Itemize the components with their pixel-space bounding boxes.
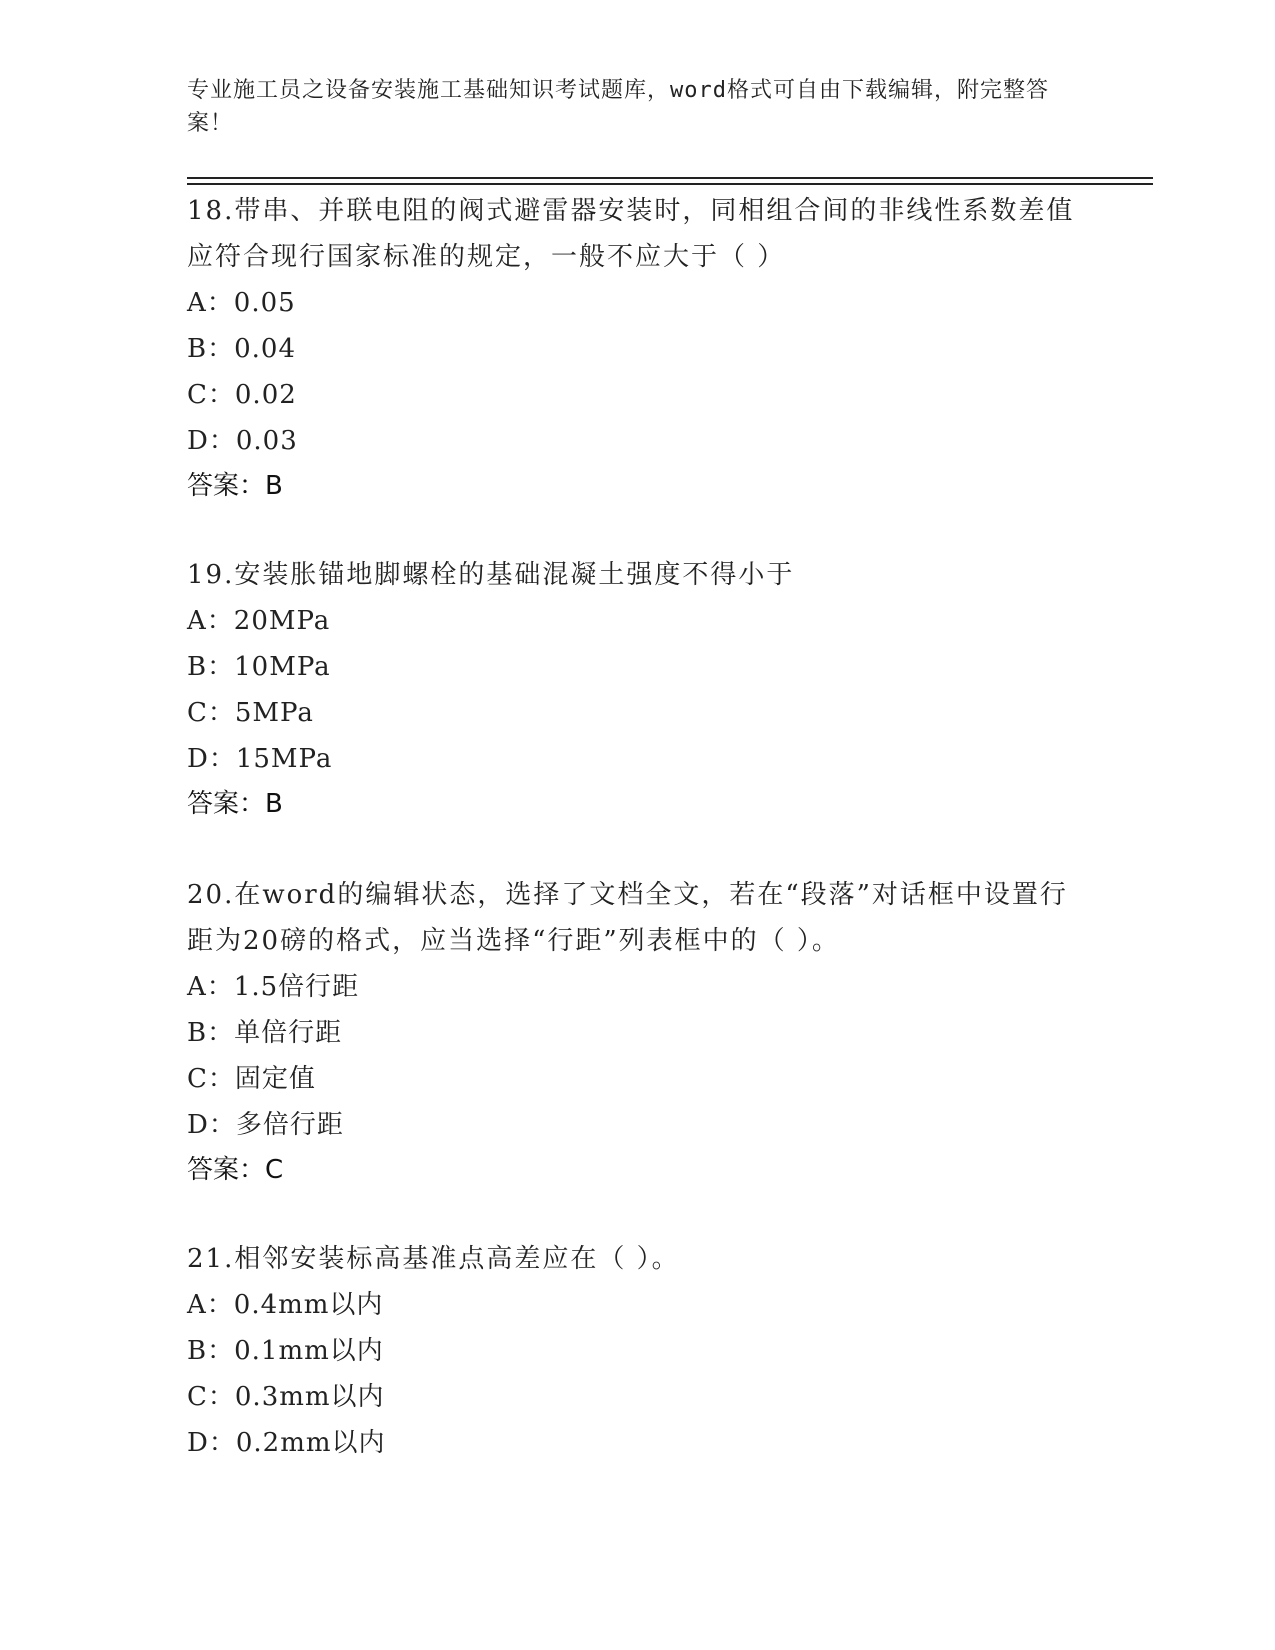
option-a: A：1.5倍行距 [187,972,360,1002]
option-d: D：0.03 [187,426,298,456]
document-header: 专业施工员之设备安装施工基础知识考试题库，word格式可自由下载编辑，附完整答案！ [187,78,1049,136]
option-a: A：0.4mm以内 [187,1290,384,1320]
option-a: A：0.05 [187,288,296,318]
answer: 答案：C [187,1155,284,1185]
question-text: 18.带串、并联电阻的阀式避雷器安装时，同相组合间的非线性系数差值应符合现行国家标准的规定，一般不应大于（ ） [187,196,1075,272]
option-d: D：15MPa [187,744,333,774]
question-19 [187,552,1087,826]
option-c: C：5MPa [187,698,314,728]
question-text: 21.相邻安装标高基准点高差应在（ ）。 [187,1244,680,1274]
header-divider-bottom [187,183,1153,185]
option-b: B：单倍行距 [187,1018,343,1048]
option-b: B：0.1mm以内 [187,1336,384,1366]
option-b: B：10MPa [187,652,331,682]
question-text: 19.安装胀锚地脚螺栓的基础混凝土强度不得小于 [187,560,795,590]
question-text: 20.在word的编辑状态，选择了文档全文，若在“段落”对话框中设置行距为20磅的格式，应当选择“行距”列表框中的（ ）。 [187,880,1068,956]
option-c: C：固定值 [187,1064,316,1094]
header-divider-top [187,177,1153,179]
answer: 答案：B [187,789,283,819]
option-a: A：20MPa [187,606,331,636]
question-21 [187,1236,1087,1466]
answer: 答案：B [187,471,283,501]
question-18 [187,188,1087,508]
option-d: D：多倍行距 [187,1110,344,1140]
option-c: C：0.3mm以内 [187,1382,385,1412]
option-c: C：0.02 [187,380,297,410]
question-20 [187,872,1087,1192]
option-d: D：0.2mm以内 [187,1428,386,1458]
option-b: B：0.04 [187,334,296,364]
